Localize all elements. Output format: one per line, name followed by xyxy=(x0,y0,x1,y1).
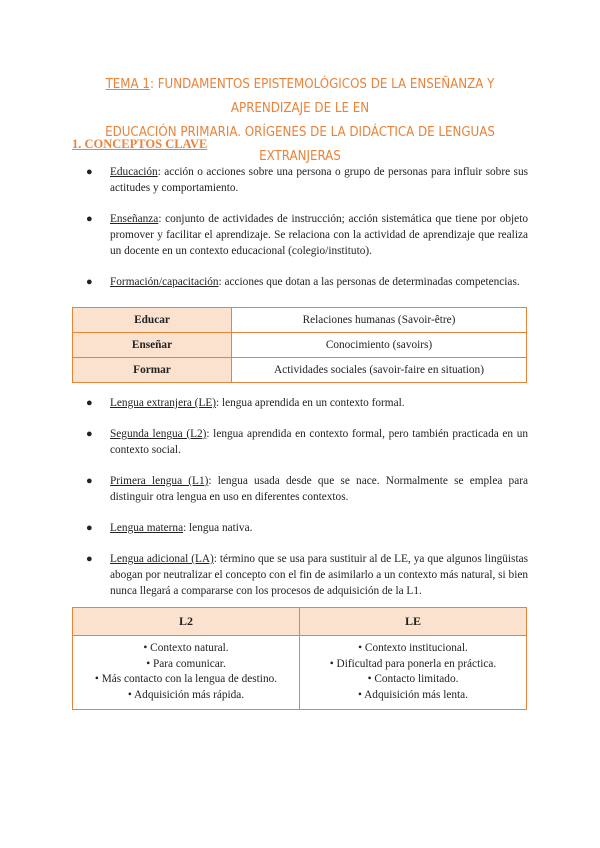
table-key: Formar xyxy=(73,358,232,383)
table-key: Educar xyxy=(73,308,232,333)
column-header-l2: L2 xyxy=(73,608,300,636)
le-point: • Contacto limitado. xyxy=(367,673,459,685)
list-item xyxy=(72,274,528,290)
comparison-table xyxy=(72,607,527,710)
table-value: Conocimiento (savoirs) xyxy=(232,333,527,358)
definition: : lengua aprendida en contexto formal, pero también practicada en un contexto social. xyxy=(110,428,528,456)
bullet-list-top xyxy=(72,164,528,305)
term: Segunda lengua (L2) xyxy=(110,428,207,440)
list-item xyxy=(72,164,528,196)
bullet-icon: ● xyxy=(86,475,93,487)
le-point: • Dificultad para ponerla en práctica. xyxy=(329,657,497,670)
list-item xyxy=(72,426,528,458)
title-line1: : FUNDAMENTOS EPISTEMOLÓGICOS DE LA ENSEÑANZA Y APRENDIZAJE DE LE EN xyxy=(149,77,495,116)
definition: : lengua nativa. xyxy=(183,522,253,534)
table-row xyxy=(73,636,527,710)
definition: : lengua aprendida en un contexto formal. xyxy=(216,397,405,409)
title-tema: TEMA 1 xyxy=(105,77,150,92)
title-line2: EDUCACIÓN PRIMARIA. ORÍGENES DE LA DIDÁCTICA DE LENGUAS EXTRANJERAS xyxy=(105,125,495,164)
term: Enseñanza xyxy=(110,213,159,225)
table-row xyxy=(73,358,527,383)
l2-point: • Contexto natural. xyxy=(143,642,229,654)
term: Primera lengua (L1) xyxy=(110,475,209,487)
l2-point: • Adquisición más rápida. xyxy=(127,688,245,701)
table-row xyxy=(73,308,527,333)
definition: : lengua usada desde que se nace. Normalmente se emplea para distinguir otra lengua en uso en diferentes contextos. xyxy=(110,475,528,503)
bullet-icon: ● xyxy=(86,213,93,225)
concepts-table xyxy=(72,307,527,383)
list-item xyxy=(72,473,528,505)
l2-point: • Para comunicar. xyxy=(146,657,226,670)
definition: : acción o acciones sobre una persona o grupo de personas para influir sobre sus actitudes y comportamiento. xyxy=(110,166,528,194)
table-value: Relaciones humanas (Savoir-être) xyxy=(232,308,527,333)
bullet-icon: ● xyxy=(86,428,93,440)
bullet-icon: ● xyxy=(86,166,93,178)
bullet-icon: ● xyxy=(86,276,93,288)
definition: : término que se usa para sustituir al de LE, ya que algunos lingüistas abogan por neutralizar el concepto con el fin de asimilarlo a un contexto más natural, si bien nunca llegará a compararse con los procesos de adquisición de la L1. xyxy=(110,553,528,597)
term: Educación xyxy=(110,166,158,178)
le-point: • Contexto institucional. xyxy=(358,642,468,654)
section-heading: 1. CONCEPTOS CLAVE xyxy=(72,137,208,151)
term: Lengua extranjera (LE) xyxy=(110,397,217,409)
table-row xyxy=(73,333,527,358)
table-header-row xyxy=(73,608,527,636)
term: Lengua adicional (LA) xyxy=(110,553,214,565)
list-item xyxy=(72,551,528,599)
column-header-le: LE xyxy=(300,608,527,636)
term: Formación/capacitación xyxy=(110,276,219,288)
table-value: Actividades sociales (savoir-faire en situation) xyxy=(232,358,527,383)
l2-cell xyxy=(73,636,300,710)
le-point: • Adquisición más lenta. xyxy=(357,688,468,701)
list-item xyxy=(72,211,528,259)
term: Lengua materna xyxy=(110,522,184,534)
list-item xyxy=(72,395,528,411)
bullet-icon: ● xyxy=(86,397,93,409)
bullet-icon: ● xyxy=(86,553,93,565)
bullet-icon: ● xyxy=(86,522,93,534)
definition: : conjunto de actividades de instrucción; acción sistemática que tiene por objeto promover y facilitar el aprendizaje. Se relaciona con la actividad de aprendizaje que realiza un docente en un contexto educacional (colegio/instituto). xyxy=(110,213,528,257)
le-cell xyxy=(300,636,527,710)
table-key: Enseñar xyxy=(73,333,232,358)
document-title xyxy=(70,73,530,169)
list-item xyxy=(72,520,528,536)
bullet-list-bottom xyxy=(72,395,528,614)
definition: : acciones que dotan a las personas de determinadas competencias. xyxy=(218,276,520,288)
l2-point: • Más contacto con la lengua de destino. xyxy=(94,673,278,685)
